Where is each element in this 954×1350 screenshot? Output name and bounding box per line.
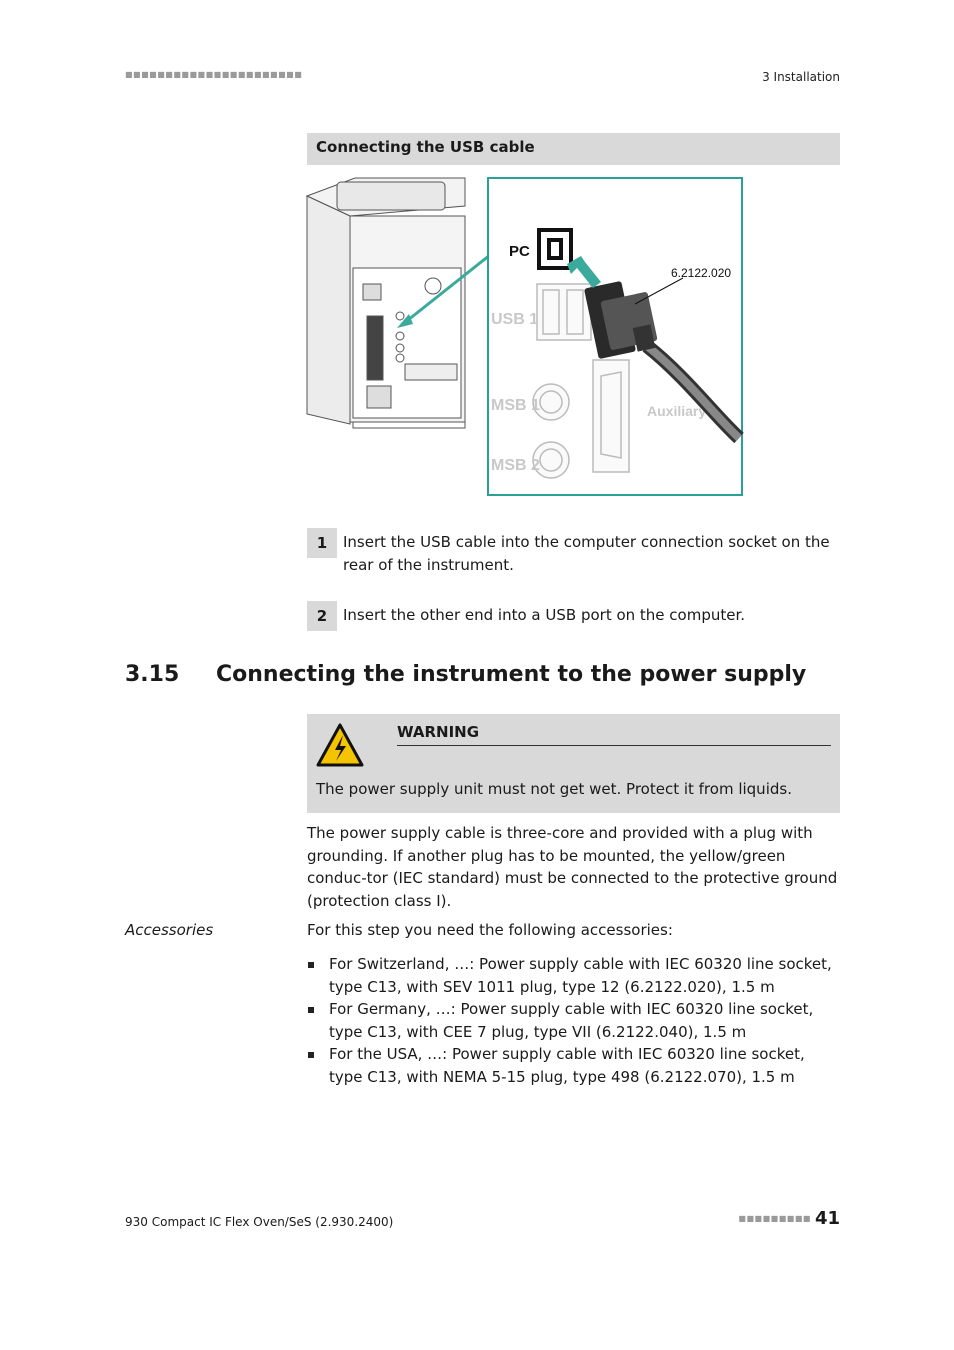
footer-decoration: ■■■■■■■■■ — [738, 1214, 811, 1223]
step-text: Insert the USB cable into the computer connection socket on the rear of the instrument. — [343, 533, 830, 574]
list-item: For Germany, …: Power supply cable with IEC 60320 line socket, type C13, with CEE 7 plug, type VII (6.2122.040), 1.5 m — [307, 998, 842, 1043]
body-paragraph: The power supply cable is three-core and provided with a plug with grounding. If another plug has to be mounted, the yellow/green conduc-tor (IEC standard) must be connected to the protective ground (protection class I). — [307, 824, 838, 910]
usb1-label: USB 1 — [491, 311, 539, 328]
auxiliary-label: Auxiliary — [647, 403, 707, 419]
msb1-label: MSB 1 — [491, 397, 540, 414]
procedure-title-bar — [307, 133, 840, 165]
step-1 — [307, 528, 840, 576]
pc-label: PC — [509, 243, 530, 260]
header-decoration: ■■■■■■■■■■■■■■■■■■■■■■ — [125, 70, 303, 79]
list-item: For the USA, …: Power supply cable with IEC 60320 line socket, type C13, with NEMA 5-15 plug, type 498 (6.2122.070), 1.5 m — [307, 1043, 842, 1088]
part-number-label: 6.2122.020 — [671, 266, 732, 280]
section-title: Connecting the instrument to the power supply — [216, 662, 807, 687]
section-heading — [125, 662, 806, 687]
page-number: 41 — [814, 1208, 840, 1229]
step-number: 2 — [307, 601, 337, 631]
section-number: 3.15 — [125, 662, 180, 687]
warning-text: The power supply unit must not get wet. Protect it from liquids. — [316, 780, 792, 798]
warning-label: WARNING — [397, 723, 480, 741]
accessories-side-label: Accessories — [125, 921, 214, 939]
accessories-list — [307, 953, 842, 1088]
electrical-hazard-icon — [316, 723, 364, 767]
warning-divider — [397, 745, 831, 746]
step-number: 1 — [307, 528, 337, 558]
auxiliary-port — [593, 360, 629, 472]
step-2 — [307, 601, 840, 627]
usb1-ports — [537, 284, 591, 340]
footer-product: 930 Compact IC Flex Oven/SeS (2.930.2400) — [125, 1215, 394, 1229]
header-chapter: 3 Installation — [762, 70, 840, 84]
msb2-label: MSB 2 — [491, 457, 540, 474]
procedure-title: Connecting the USB cable — [316, 138, 535, 156]
list-item: For Switzerland, …: Power supply cable with IEC 60320 line socket, type C13, with SEV 1011 plug, type 12 (6.2122.020), 1.5 m — [307, 953, 842, 998]
step-text: Insert the other end into a USB port on the computer. — [343, 606, 746, 624]
usb-connection-figure — [305, 176, 745, 498]
instrument-rear-illustration — [307, 178, 465, 428]
warning-box — [307, 714, 840, 813]
accessories-intro: For this step you need the following accessories: — [307, 921, 673, 939]
footer-page — [738, 1208, 840, 1229]
